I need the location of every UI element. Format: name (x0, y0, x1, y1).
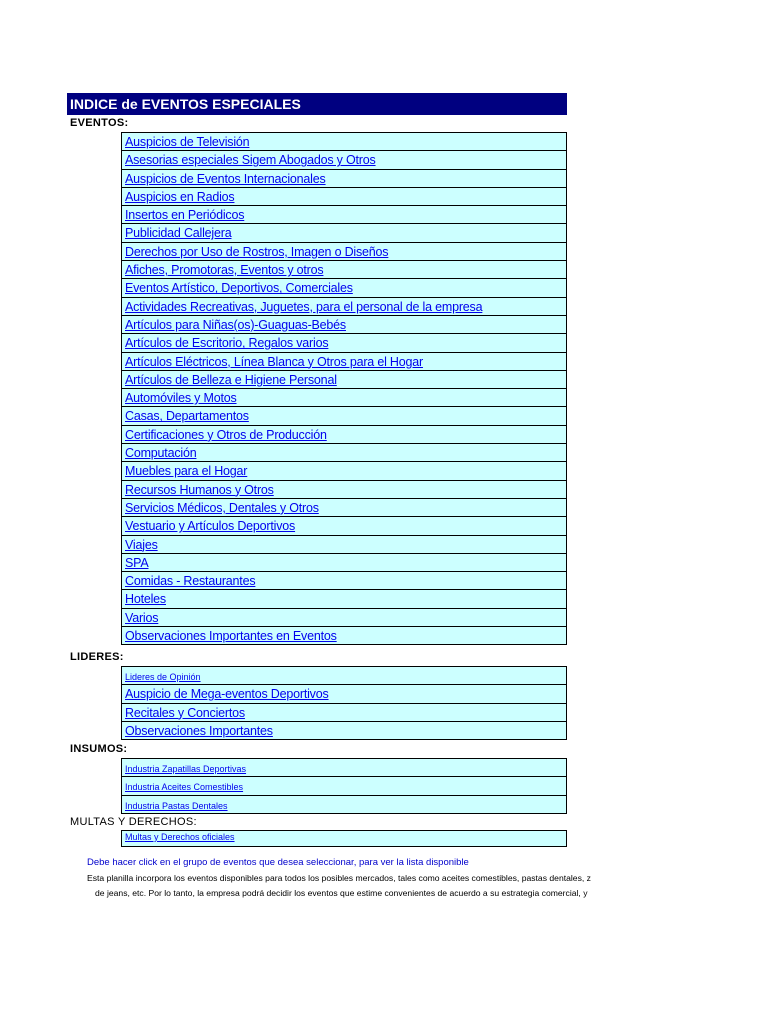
eventos-list-item (122, 261, 566, 279)
lideres-link[interactable]: Lideres de Opinión (125, 672, 201, 682)
eventos-link[interactable]: Eventos Artístico, Deportivos, Comerciales (125, 281, 353, 296)
eventos-list-item (122, 536, 566, 554)
page-title: INDICE de EVENTOS ESPECIALES (67, 93, 567, 115)
lideres-list (121, 666, 567, 740)
insumos-link[interactable]: Industria Pastas Dentales (125, 800, 228, 811)
eventos-link[interactable]: Artículos de Belleza e Higiene Personal (125, 372, 337, 387)
eventos-list-item (122, 298, 566, 316)
section-label-lideres: LIDERES: (70, 651, 124, 663)
eventos-link[interactable]: SPA (125, 555, 149, 570)
multas-link[interactable]: Multas y Derechos oficiales (125, 832, 235, 842)
section-label-multas: MULTAS Y DERECHOS: (70, 816, 197, 828)
description-line-2: de jeans, etc. Por lo tanto, la empresa podrá decidir los eventos que estime convenientes de acuerdo a su estrategia comercial, y (95, 888, 588, 898)
insumos-list-item (122, 759, 566, 777)
lideres-link[interactable]: Auspicio de Mega-eventos Deportivos (125, 687, 329, 702)
eventos-list-item (122, 151, 566, 169)
eventos-link[interactable]: Artículos de Escritorio, Regalos varios (125, 336, 329, 351)
eventos-link[interactable]: Afiches, Promotoras, Eventos y otros (125, 263, 324, 278)
eventos-link[interactable]: Auspicios de Eventos Internacionales (125, 171, 326, 186)
eventos-list-item (122, 389, 566, 407)
eventos-link[interactable]: Publicidad Callejera (125, 226, 232, 241)
eventos-list-item (122, 170, 566, 188)
eventos-list-item (122, 426, 566, 444)
eventos-link[interactable]: Asesorias especiales Sigem Abogados y Otros (125, 153, 376, 168)
insumos-list (121, 758, 567, 814)
eventos-list-item (122, 188, 566, 206)
eventos-list (121, 132, 567, 645)
eventos-link[interactable]: Insertos en Periódicos (125, 208, 245, 223)
eventos-link[interactable]: Auspicios en Radios (125, 189, 235, 204)
eventos-list-item (122, 353, 566, 371)
lideres-list-item (122, 667, 566, 685)
insumos-link[interactable]: Industria Aceites Comestibles (125, 782, 244, 793)
eventos-link[interactable]: Varios (125, 610, 159, 625)
eventos-link[interactable]: Hoteles (125, 592, 166, 607)
eventos-list-item (122, 279, 566, 297)
eventos-list-item (122, 462, 566, 480)
multas-list-item (122, 831, 566, 847)
eventos-link[interactable]: Comidas - Restaurantes (125, 574, 256, 589)
lideres-list-item (122, 722, 566, 740)
eventos-link[interactable]: Certificaciones y Otros de Producción (125, 427, 327, 442)
eventos-link[interactable]: Vestuario y Artículos Deportivos (125, 519, 296, 534)
eventos-list-item (122, 517, 566, 535)
eventos-list-item (122, 133, 566, 151)
eventos-link[interactable]: Muebles para el Hogar (125, 464, 248, 479)
eventos-list-item (122, 554, 566, 572)
eventos-list-item (122, 243, 566, 261)
eventos-list-item (122, 572, 566, 590)
eventos-list-item (122, 499, 566, 517)
eventos-link[interactable]: Auspicios de Televisión (125, 135, 250, 149)
eventos-list-item (122, 444, 566, 462)
lideres-link[interactable]: Recitales y Conciertos (125, 705, 245, 720)
eventos-link[interactable]: Servicios Médicos, Dentales y Otros (125, 500, 319, 515)
eventos-link[interactable]: Recursos Humanos y Otros (125, 482, 274, 497)
eventos-list-item (122, 371, 566, 389)
eventos-list-item (122, 407, 566, 425)
eventos-list-item (122, 224, 566, 242)
eventos-link[interactable]: Casas, Departamentos (125, 409, 249, 424)
eventos-list-item (122, 316, 566, 334)
lideres-list-item (122, 704, 566, 722)
eventos-link[interactable]: Artículos Eléctricos, Línea Blanca y Otros para el Hogar (125, 354, 423, 369)
multas-list (121, 830, 567, 847)
description-line-1: Esta planilla incorpora los eventos disponibles para todos los posibles mercados, tales como aceites comestibles, pastas dentales, z (87, 873, 591, 883)
insumos-list-item (122, 777, 566, 795)
section-label-insumos: INSUMOS: (70, 743, 128, 755)
eventos-link[interactable]: Viajes (125, 537, 158, 552)
eventos-list-item (122, 206, 566, 224)
eventos-link[interactable]: Automóviles y Motos (125, 391, 237, 406)
instruction-note: Debe hacer click en el grupo de eventos que desea seleccionar, para ver la lista disponible (87, 857, 469, 868)
insumos-link[interactable]: Industria Zapatillas Deportivas (125, 764, 247, 774)
eventos-list-item (122, 627, 566, 645)
eventos-list-item (122, 481, 566, 499)
insumos-list-item (122, 796, 566, 814)
eventos-link[interactable]: Artículos para Niñas(os)-Guaguas-Bebés (125, 317, 346, 332)
section-label-eventos: EVENTOS: (70, 117, 129, 129)
lideres-link[interactable]: Observaciones Importantes (125, 723, 273, 738)
eventos-link[interactable]: Computación (125, 446, 197, 461)
eventos-link[interactable]: Actividades Recreativas, Juguetes, para el personal de la empresa (125, 299, 483, 314)
eventos-link[interactable]: Observaciones Importantes en Eventos (125, 629, 337, 644)
lideres-list-item (122, 685, 566, 703)
eventos-list-item (122, 334, 566, 352)
eventos-list-item (122, 609, 566, 627)
eventos-link[interactable]: Derechos por Uso de Rostros, Imagen o Diseños (125, 244, 389, 259)
eventos-list-item (122, 590, 566, 608)
